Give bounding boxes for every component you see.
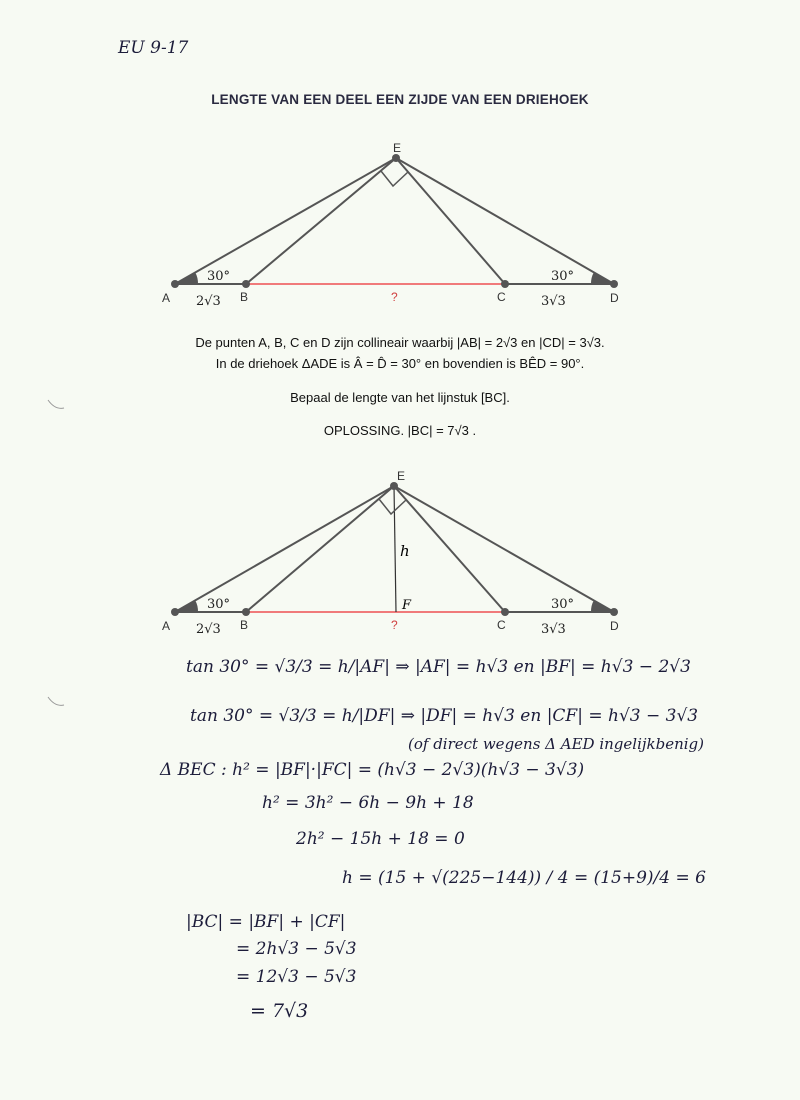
side-AE xyxy=(175,486,394,612)
hw-line-8: |BC| = |BF| + |CF| xyxy=(186,912,346,932)
label-F: F xyxy=(402,598,412,613)
right-angle-mark xyxy=(379,499,406,514)
hw-line-11: = 7√3 xyxy=(250,1000,309,1022)
hw-line-9: = 2h√3 − 5√3 xyxy=(236,939,357,959)
header-code: EU 9-17 xyxy=(118,38,189,58)
label-B: B xyxy=(240,290,249,304)
point-E xyxy=(390,482,398,490)
hw-line-6: 2h² − 15h + 18 = 0 xyxy=(296,829,465,849)
hw-line-2: tan 30° = √3/3 = h/|DF| ⇒ |DF| = h√3 en |CF| = h√3 − 3√3 xyxy=(190,706,699,726)
side-AE xyxy=(175,158,396,284)
side-CE xyxy=(394,486,505,612)
label-C: C xyxy=(497,618,506,632)
angle-A-label: 30° xyxy=(207,269,231,284)
right-angle-mark xyxy=(381,171,408,186)
figure-problem xyxy=(162,141,619,309)
side-BE xyxy=(246,158,396,284)
point-C xyxy=(501,280,509,288)
hw-line-5: h² = 3h² − 6h − 9h + 18 xyxy=(262,793,474,813)
unknown-BC: ? xyxy=(391,618,398,632)
figure-solution xyxy=(162,469,619,637)
hw-line-1: tan 30° = √3/3 = h/|AF| ⇒ |AF| = h√3 en |BF| = h√3 − 2√3 xyxy=(186,657,691,677)
point-E xyxy=(392,154,400,162)
side-BE xyxy=(246,486,394,612)
point-B xyxy=(242,608,250,616)
label-D: D xyxy=(610,291,619,305)
page-title: LENGTE VAN EEN DEEL EEN ZIJDE VAN EEN DRIEHOEK xyxy=(211,92,589,107)
label-E: E xyxy=(397,469,406,483)
angle-D-label: 30° xyxy=(551,597,575,612)
label-h: h xyxy=(400,542,410,560)
point-D xyxy=(610,608,618,616)
length-AB: 2√3 xyxy=(196,622,221,637)
point-C xyxy=(501,608,509,616)
scan-mark xyxy=(48,697,64,705)
length-CD: 3√3 xyxy=(541,294,566,309)
label-E: E xyxy=(393,141,402,155)
side-DE xyxy=(394,486,614,612)
altitude-EF xyxy=(394,486,396,612)
length-CD: 3√3 xyxy=(541,622,566,637)
point-A xyxy=(171,608,179,616)
hw-line-10: = 12√3 − 5√3 xyxy=(236,967,357,987)
angle-D-label: 30° xyxy=(551,269,575,284)
label-D: D xyxy=(610,619,619,633)
label-A: A xyxy=(162,619,171,633)
statement-line-2: In de driehoek ΔADE is Â = D̂ = 30° en bovendien is BÊD = 90°. xyxy=(215,356,585,371)
side-DE xyxy=(396,158,614,284)
solution-answer: OPLOSSING. |BC| = 7√3 . xyxy=(323,423,477,438)
statement-line-1: De punten A, B, C en D zijn collineair waarbij |AB| = 2√3 en |CD| = 3√3. xyxy=(195,335,605,350)
point-B xyxy=(242,280,250,288)
side-CE xyxy=(396,158,505,284)
label-B: B xyxy=(240,618,249,632)
angle-A-label: 30° xyxy=(207,597,231,612)
label-A: A xyxy=(162,291,171,305)
length-AB: 2√3 xyxy=(196,294,221,309)
label-C: C xyxy=(497,290,506,304)
question: Bepaal de lengte van het lijnstuk [BC]. xyxy=(290,390,510,405)
hw-line-4: Δ BEC : h² = |BF|·|FC| = (h√3 − 2√3)(h√3 − 3√3) xyxy=(160,760,585,780)
hw-line-3: (of direct wegens Δ AED ingelijkbenig) xyxy=(408,735,705,753)
hw-line-7: h = (15 + √(225−144)) / 4 = (15+9)/4 = 6 xyxy=(342,868,706,888)
point-A xyxy=(171,280,179,288)
unknown-BC: ? xyxy=(391,290,398,304)
point-D xyxy=(610,280,618,288)
